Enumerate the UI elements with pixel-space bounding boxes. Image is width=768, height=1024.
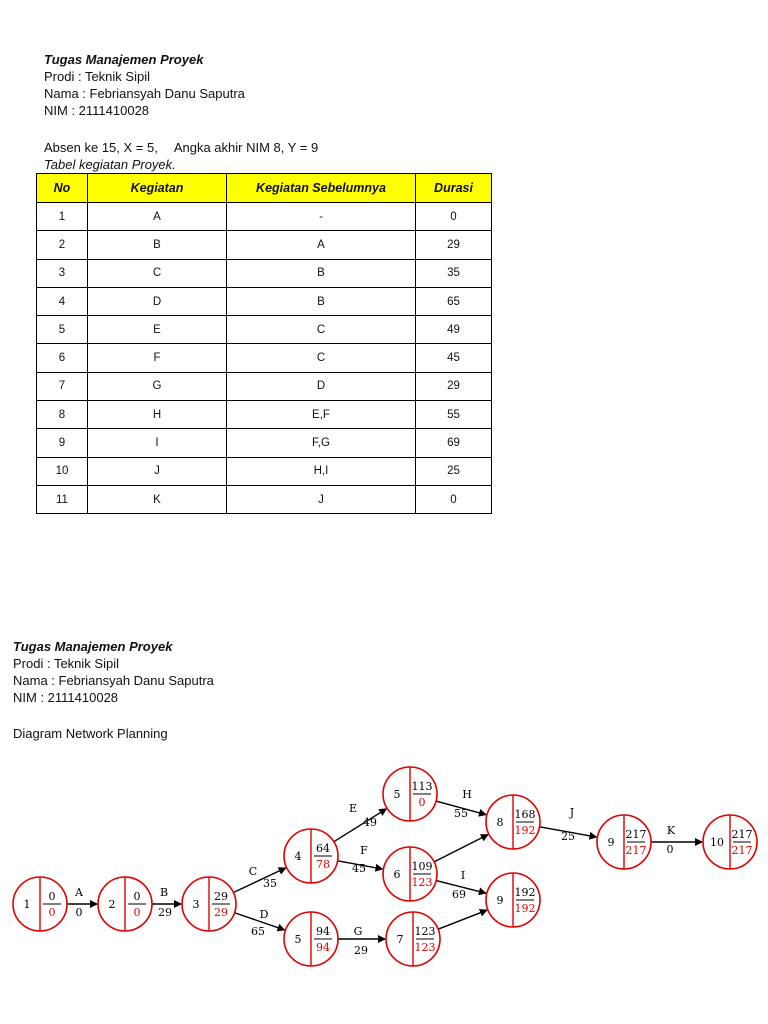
edge-duration-label: 69	[452, 888, 466, 901]
cell-durasi: 0	[416, 485, 492, 513]
node-late-time: 0	[418, 796, 426, 809]
edge-activity-label: J	[569, 806, 575, 819]
cell-kegiatan: K	[88, 485, 227, 513]
node-number: 2	[108, 898, 116, 911]
cell-durasi: 65	[416, 287, 492, 315]
cell-no: 1	[37, 203, 88, 231]
node-number: 5	[393, 788, 401, 801]
node-late-time: 0	[48, 906, 56, 919]
node-late-time: 123	[414, 941, 436, 954]
node-early-time: 64	[316, 842, 330, 855]
edge-arrow	[438, 910, 487, 929]
cell-durasi: 49	[416, 316, 492, 344]
node-number: 3	[192, 898, 200, 911]
table-caption: Tabel kegiatan Proyek.	[44, 157, 176, 172]
cell-kegiatan: D	[88, 287, 227, 315]
node-late-time: 192	[514, 824, 536, 837]
cell-sebelumnya: H,I	[227, 457, 416, 485]
cell-durasi: 69	[416, 429, 492, 457]
node-number: 4	[294, 850, 302, 863]
node-late-time: 78	[316, 858, 330, 871]
edge-activity-label: B	[159, 886, 169, 899]
edge-activity-label: K	[666, 824, 676, 837]
cell-kegiatan: G	[88, 372, 227, 400]
edge-activity-label: H	[462, 788, 472, 801]
edge-activity-label: F	[360, 844, 368, 857]
nim-line: NIM : 2111410028	[44, 103, 150, 118]
cell-durasi: 45	[416, 344, 492, 372]
cell-sebelumnya: B	[227, 287, 416, 315]
node-early-time: 0	[133, 890, 141, 903]
diagram-title: Diagram Network Planning	[13, 726, 168, 741]
node-number: 10	[710, 836, 724, 849]
table-row	[37, 231, 492, 259]
cell-sebelumnya: A	[227, 231, 416, 259]
edge-duration-label: 49	[363, 816, 377, 829]
node-early-time: 109	[411, 860, 433, 873]
network-node	[383, 847, 437, 901]
cell-sebelumnya: D	[227, 372, 416, 400]
node-early-time: 29	[214, 890, 228, 903]
nim-line-2: NIM : 2111410028	[13, 690, 119, 705]
edge-arrow	[233, 868, 285, 893]
network-node	[703, 815, 757, 869]
node-late-time: 0	[133, 906, 141, 919]
table-row	[37, 457, 492, 485]
assignment-title: Tugas Manajemen Proyek	[44, 52, 204, 67]
edge-activity-label: E	[348, 802, 358, 815]
network-node	[597, 815, 651, 869]
header-durasi: Durasi	[416, 174, 492, 203]
node-late-time: 192	[514, 902, 536, 915]
network-diagram	[0, 750, 768, 980]
cell-no: 11	[37, 485, 88, 513]
edge-duration-label: 45	[352, 862, 366, 875]
node-late-time: 217	[731, 844, 753, 857]
header-kegiatan: Kegiatan	[88, 174, 227, 203]
node-early-time: 168	[514, 808, 536, 821]
edge-duration-label: 65	[251, 925, 265, 938]
network-node	[486, 795, 540, 849]
cell-no: 8	[37, 401, 88, 429]
prodi-line: Prodi : Teknik Sipil	[44, 69, 150, 84]
table-row	[37, 287, 492, 315]
network-node	[13, 877, 67, 931]
cell-no: 9	[37, 429, 88, 457]
cell-kegiatan: E	[88, 316, 227, 344]
nama-line-2: Nama : Febriansyah Danu Saputra	[13, 673, 214, 688]
cell-sebelumnya: C	[227, 316, 416, 344]
cell-durasi: 29	[416, 372, 492, 400]
table-row	[37, 259, 492, 287]
cell-durasi: 29	[416, 231, 492, 259]
node-number: 9	[607, 836, 615, 849]
edge-duration-label: 29	[158, 906, 172, 919]
cell-sebelumnya: F,G	[227, 429, 416, 457]
cell-kegiatan: A	[88, 203, 227, 231]
cell-no: 10	[37, 457, 88, 485]
header-kegiatan-sebelumnya: Kegiatan Sebelumnya	[227, 174, 416, 203]
node-early-time: 0	[48, 890, 56, 903]
node-early-time: 94	[316, 925, 330, 938]
node-late-time: 123	[411, 876, 433, 889]
table-body	[37, 203, 492, 514]
node-early-time: 113	[411, 780, 433, 793]
edge-duration-label: 25	[561, 830, 575, 843]
absen-y: Angka akhir NIM 8, Y = 9	[173, 140, 319, 155]
absen-line	[44, 139, 318, 156]
table-row	[37, 429, 492, 457]
cell-no: 6	[37, 344, 88, 372]
node-early-time: 217	[625, 828, 647, 841]
network-node	[98, 877, 152, 931]
edge-activity-label: C	[248, 865, 258, 878]
cell-sebelumnya: -	[227, 203, 416, 231]
header-no: No	[37, 174, 88, 203]
activity-table	[36, 173, 492, 514]
cell-no: 3	[37, 259, 88, 287]
edge-arrow	[434, 835, 488, 862]
prodi-line-2: Prodi : Teknik Sipil	[13, 656, 119, 671]
node-early-time: 217	[731, 828, 753, 841]
cell-durasi: 0	[416, 203, 492, 231]
cell-no: 2	[37, 231, 88, 259]
table-row	[37, 316, 492, 344]
node-late-time: 94	[316, 941, 330, 954]
cell-durasi: 55	[416, 401, 492, 429]
node-number: 8	[496, 816, 504, 829]
network-node	[182, 877, 236, 931]
network-node	[486, 873, 540, 927]
cell-sebelumnya: J	[227, 485, 416, 513]
cell-kegiatan: F	[88, 344, 227, 372]
node-number: 7	[396, 933, 404, 946]
edge-activity-label: A	[75, 886, 83, 899]
cell-sebelumnya: E,F	[227, 401, 416, 429]
cell-durasi: 35	[416, 259, 492, 287]
edge-activity-label: G	[353, 925, 363, 938]
network-node	[284, 829, 338, 883]
node-early-time: 192	[514, 886, 536, 899]
edge-arrow	[334, 809, 386, 842]
node-late-time: 29	[214, 906, 228, 919]
network-node	[386, 912, 440, 966]
cell-no: 7	[37, 372, 88, 400]
cell-kegiatan: I	[88, 429, 227, 457]
cell-no: 4	[37, 287, 88, 315]
network-node	[383, 767, 437, 821]
header-section-2	[13, 638, 214, 706]
node-early-time: 123	[414, 925, 436, 938]
header-section-1	[44, 51, 245, 119]
node-late-time: 217	[625, 844, 647, 857]
table-header-row	[37, 174, 492, 203]
cell-sebelumnya: C	[227, 344, 416, 372]
table-row	[37, 372, 492, 400]
assignment-title-2: Tugas Manajemen Proyek	[13, 639, 173, 654]
node-number: 6	[393, 868, 401, 881]
edge-duration-label: 0	[75, 906, 83, 919]
table-row	[37, 401, 492, 429]
edge-activity-label: D	[259, 908, 269, 921]
cell-kegiatan: B	[88, 231, 227, 259]
node-number: 1	[23, 898, 31, 911]
node-number: 5	[294, 933, 302, 946]
cell-kegiatan: C	[88, 259, 227, 287]
cell-no: 5	[37, 316, 88, 344]
edge-duration-label: 55	[454, 807, 468, 820]
cell-durasi: 25	[416, 457, 492, 485]
nodes-layer	[13, 767, 757, 966]
network-node	[284, 912, 338, 966]
cell-sebelumnya: B	[227, 259, 416, 287]
table-row	[37, 485, 492, 513]
node-number: 9	[496, 894, 504, 907]
nama-line: Nama : Febriansyah Danu Saputra	[44, 86, 245, 101]
edge-duration-label: 35	[263, 877, 277, 890]
cell-kegiatan: J	[88, 457, 227, 485]
table-row	[37, 203, 492, 231]
edge-duration-label: 0	[666, 843, 674, 856]
table-row	[37, 344, 492, 372]
edge-activity-label: I	[460, 869, 466, 882]
cell-kegiatan: H	[88, 401, 227, 429]
absen-x: Absen ke 15, X = 5,	[44, 140, 158, 155]
edge-duration-label: 29	[354, 944, 368, 957]
